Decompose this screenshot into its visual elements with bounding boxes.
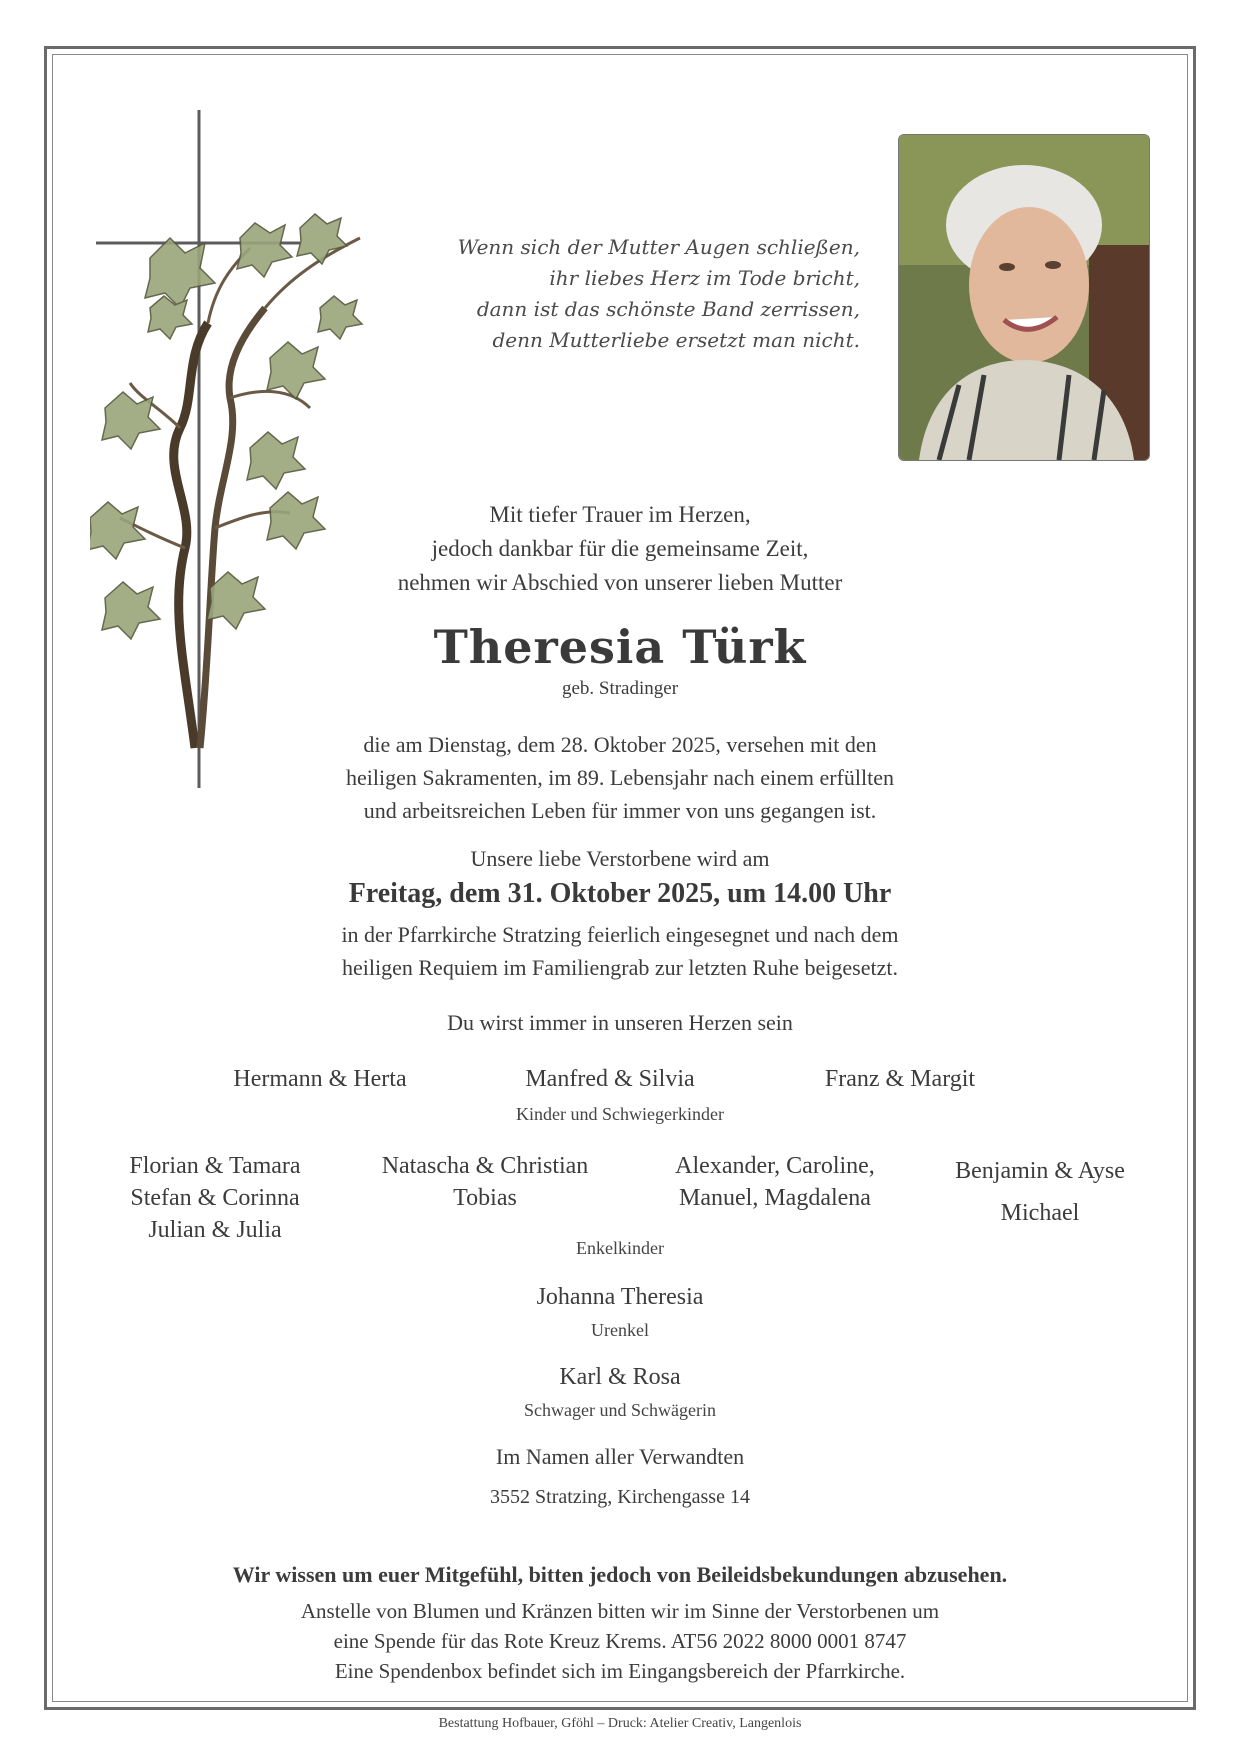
relatives-line: Im Namen aller Verwandten	[495, 1444, 745, 1469]
poem-line: denn Mutterliebe ersetzt man nicht.	[492, 328, 860, 352]
poem-line: dann ist das schönste Band zerrissen,	[476, 297, 860, 321]
death-line: heiligen Sakramenten, im 89. Lebensjahr nach einem erfüllten	[346, 765, 894, 790]
grandchild-name: Michael	[1000, 1200, 1080, 1226]
portrait-image	[899, 135, 1149, 460]
grandchild-group	[920, 1150, 1160, 1234]
grandchild-name: Manuel, Magdalena	[679, 1185, 871, 1211]
child-couple: Franz & Margit	[824, 1066, 976, 1092]
grandchildren-label: Enkelkinder	[576, 1238, 664, 1258]
rite-line: heiligen Requiem im Familiengrab zur letzten Ruhe beigesetzt.	[342, 955, 898, 980]
in-laws-name: Karl & Rosa	[559, 1364, 681, 1390]
intro-line: jedoch dankbar für die gemeinsame Zeit,	[431, 536, 809, 561]
children-label: Kinder und Schwiegerkinder	[516, 1104, 724, 1124]
intro-line: nehmen wir Abschied von unserer lieben Mutter	[397, 570, 843, 595]
in-laws-label: Schwager und Schwägerin	[524, 1400, 716, 1420]
donation-line: Anstelle von Blumen und Kränzen bitten wir im Sinne der Verstorbenen um	[300, 1599, 940, 1623]
funeral-date: Freitag, dem 31. Oktober 2025, um 14.00 Uhr	[348, 878, 892, 909]
grandchild-name: Natascha & Christian	[381, 1153, 589, 1179]
grandchild-name: Benjamin & Ayse	[955, 1158, 1125, 1184]
rite-line: in der Pfarrkirche Stratzing feierlich eingesegnet und nach dem	[341, 922, 899, 947]
heart-line: Du wirst immer in unseren Herzen sein	[447, 1010, 793, 1035]
grandchild-group	[90, 1150, 340, 1246]
child-couple: Manfred & Silvia	[525, 1066, 695, 1092]
maiden-name: geb. Stradinger	[561, 678, 679, 699]
donation-line: eine Spende für das Rote Kreuz Krems. AT56 2022 8000 0001 8747	[333, 1629, 907, 1653]
footer-credit: Bestattung Hofbauer, Gföhl – Druck: Atelier Creativ, Langenlois	[438, 1716, 802, 1731]
grandchild-name: Florian & Tamara	[129, 1153, 301, 1179]
grandchild-group	[640, 1150, 910, 1214]
memorial-poem	[420, 232, 860, 356]
grandchild-name: Julian & Julia	[148, 1217, 282, 1243]
condolence-notice: Wir wissen um euer Mitgefühl, bitten jedoch von Beileidsbekundungen abzusehen.	[232, 1562, 1008, 1587]
deceased-name: Theresia Türk	[433, 620, 807, 674]
death-line: die am Dienstag, dem 28. Oktober 2025, versehen mit den	[363, 732, 877, 757]
death-announcement	[200, 728, 1040, 827]
death-line: und arbeitsreichen Leben für immer von uns gegangen ist.	[363, 798, 877, 823]
funeral-rite	[200, 918, 1040, 984]
child-couple: Hermann & Herta	[233, 1066, 407, 1092]
address: 3552 Stratzing, Kirchengasse 14	[490, 1486, 750, 1508]
grandchild-name: Tobias	[453, 1185, 517, 1211]
grandchild-name: Alexander, Caroline,	[675, 1153, 875, 1179]
portrait-photo	[898, 134, 1150, 461]
poem-line: Wenn sich der Mutter Augen schließen,	[457, 235, 860, 259]
great-grandchild-label: Urenkel	[591, 1320, 649, 1340]
great-grandchild-name: Johanna Theresia	[536, 1284, 704, 1310]
donation-line: Eine Spendenbox befindet sich im Eingangsbereich der Pfarrkirche.	[334, 1659, 906, 1683]
funeral-announce: Unsere liebe Verstorbene wird am	[470, 846, 770, 871]
intro-text	[300, 498, 940, 600]
grandchild-group	[345, 1150, 625, 1214]
donation-notice	[150, 1596, 1090, 1686]
grandchild-name: Stefan & Corinna	[130, 1185, 300, 1211]
intro-line: Mit tiefer Trauer im Herzen,	[489, 502, 751, 527]
poem-line: ihr liebes Herz im Tode bricht,	[549, 266, 860, 290]
